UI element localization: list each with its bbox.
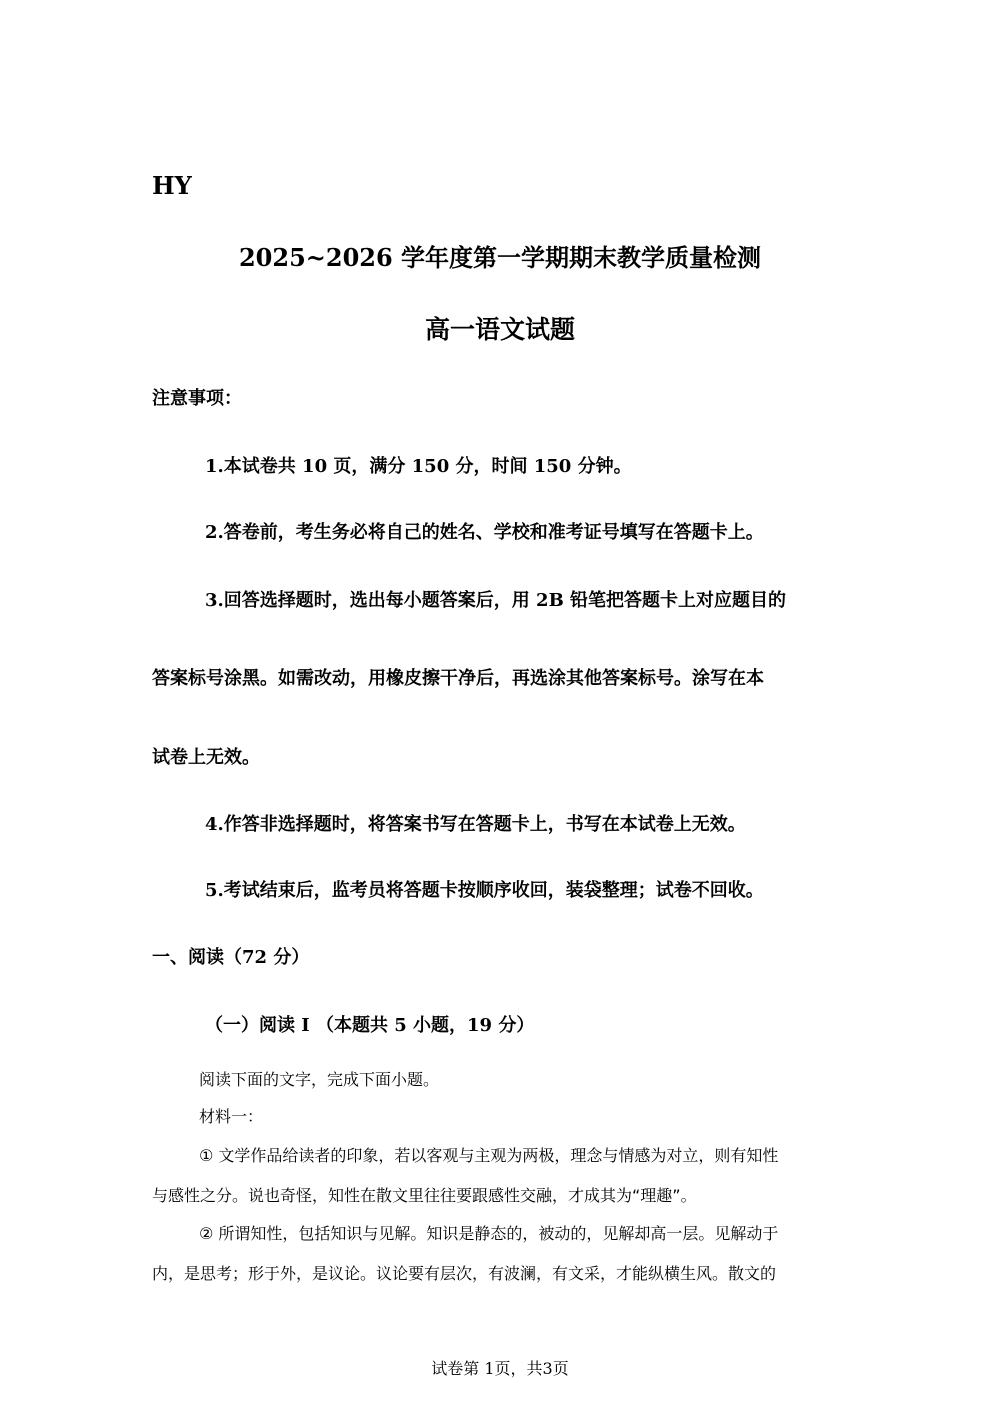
material-label: 材料一： [199,1107,264,1126]
page-footer: 试卷第 1页，共3页 [431,1359,569,1378]
section-title: 一、阅读（72 分） [152,947,310,968]
exam-title: 2025~2026 学年度第一学期期末教学质量检测 [238,243,762,272]
notice-item: 5.考试结束后，监考员将答题卡按顺序收回，装袋整理；试卷不回收。 [205,880,764,901]
passage-line: 内，是思考；形于外，是议论。议论要有层次，有波澜，有文采，才能纵横生风。散文的 [152,1264,777,1283]
subsection-title: （一）阅读 I （本题共 5 小题，19 分） [205,1015,535,1036]
reading-instruction: 阅读下面的文字，完成下面小题。 [199,1070,440,1089]
notice-item: 4.作答非选择题时，将答案书写在答题卡上，书写在本试卷上无效。 [205,814,746,835]
notice-item: 1.本试卷共 10 页，满分 150 分，时间 150 分钟。 [205,456,632,477]
notice-heading: 注意事项： [152,388,242,409]
exam-code: HY [152,171,192,200]
passage-line: ② 所谓知性，包括知识与见解。知识是静态的，被动的，见解却高一层。见解动于 [199,1224,779,1243]
notice-item-continued: 试卷上无效。 [152,747,260,768]
notice-item: 3.回答选择题时，选出每小题答案后，用 2B 铅笔把答题卡上对应题目的 [205,590,787,611]
notice-item-continued: 答案标号涂黑。如需改动，用橡皮擦干净后，再选涂其他答案标号。涂写在本 [152,668,764,689]
exam-subtitle: 高一语文试题 [424,315,575,344]
passage-line: ① 文学作品给读者的印象，若以客观与主观为两极，理念与情感为对立，则有知性 [199,1146,779,1165]
passage-line: 与感性之分。说也奇怪，知性在散文里往往要跟感性交融，才成其为“理趣”。 [152,1186,697,1205]
notice-item: 2.答卷前，考生务必将自己的姓名、学校和准考证号填写在答题卡上。 [205,522,764,543]
